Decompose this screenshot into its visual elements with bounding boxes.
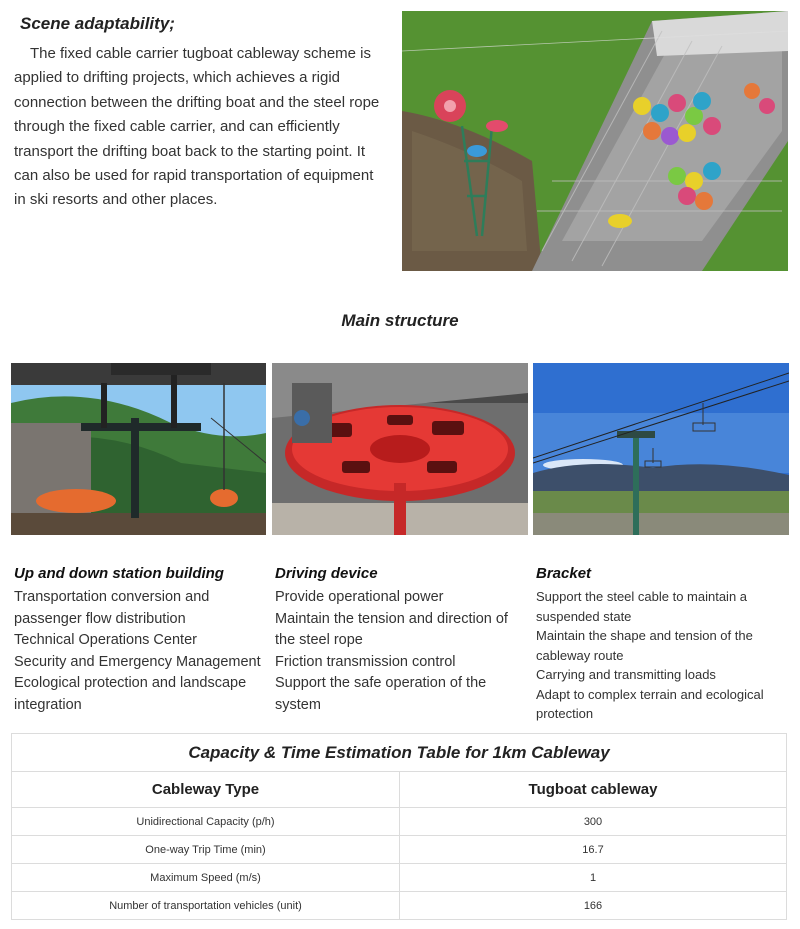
list-item: Security and Emergency Management — [14, 653, 261, 670]
table-row — [12, 836, 787, 864]
row-label: Maximum Speed (m/s) — [12, 864, 400, 892]
list-item: Provide operational power — [275, 589, 444, 605]
list-item: Technical Operations Center — [14, 632, 197, 648]
list-item: Friction transmission control — [275, 653, 456, 670]
table-row — [12, 864, 787, 892]
column-title: Up and down station building — [14, 565, 224, 582]
list-item: Ecological protection and landscape integration — [14, 675, 247, 713]
capacity-table — [11, 733, 787, 920]
scene-description: The fixed cable carrier tugboat cableway scheme is applied to drifting projects, which achieves a rigid connection between the drifting boat and the steel rope through the fixed cable carrier, and can efficiently transport the drifting boat back to the starting point. It can also be used for rapid transportation of equipment in ski resorts and other places. — [14, 45, 380, 209]
list-item: Maintain the shape and tension of the cableway route — [536, 628, 753, 663]
scene-title: Scene adaptability; — [20, 14, 175, 33]
drifting-station-aerial-photo — [402, 11, 788, 271]
scene-section — [14, 14, 389, 213]
bracket-photo — [533, 363, 789, 535]
list-item: Support the steel cable to maintain a suspended state — [536, 589, 748, 624]
list-item: Support the safe operation of the system — [275, 675, 487, 713]
row-label: One-way Trip Time (min) — [12, 836, 400, 864]
column-title: Bracket — [536, 565, 592, 582]
table-row — [12, 892, 787, 920]
column-title: Driving device — [275, 565, 378, 582]
driving-device-column — [275, 564, 525, 716]
list-item: Adapt to complex terrain and ecological protection — [536, 686, 764, 721]
row-value: 166 — [400, 892, 787, 920]
station-building-photo — [11, 363, 266, 535]
station-building-column — [14, 564, 269, 716]
driving-device-photo — [272, 363, 528, 535]
list-item: Transportation conversion and passenger flow distribution — [14, 589, 210, 627]
row-label: Number of transportation vehicles (unit) — [12, 892, 400, 920]
row-value: 1 — [400, 864, 787, 892]
row-value: 300 — [400, 808, 787, 836]
row-value: 16.7 — [400, 836, 787, 864]
table-header-row — [12, 772, 787, 808]
header-cableway-type: Cableway Type — [12, 772, 400, 808]
bracket-column — [536, 564, 786, 724]
main-structure-title: Main structure — [341, 311, 459, 330]
list-item: Maintain the tension and direction of the steel rope — [275, 610, 508, 648]
list-item: Carrying and transmitting loads — [536, 667, 716, 682]
table-title: Capacity & Time Estimation Table for 1km Cableway — [12, 734, 787, 772]
header-tugboat-cableway: Tugboat cableway — [400, 772, 787, 808]
table-row — [12, 808, 787, 836]
row-label: Unidirectional Capacity (p/h) — [12, 808, 400, 836]
